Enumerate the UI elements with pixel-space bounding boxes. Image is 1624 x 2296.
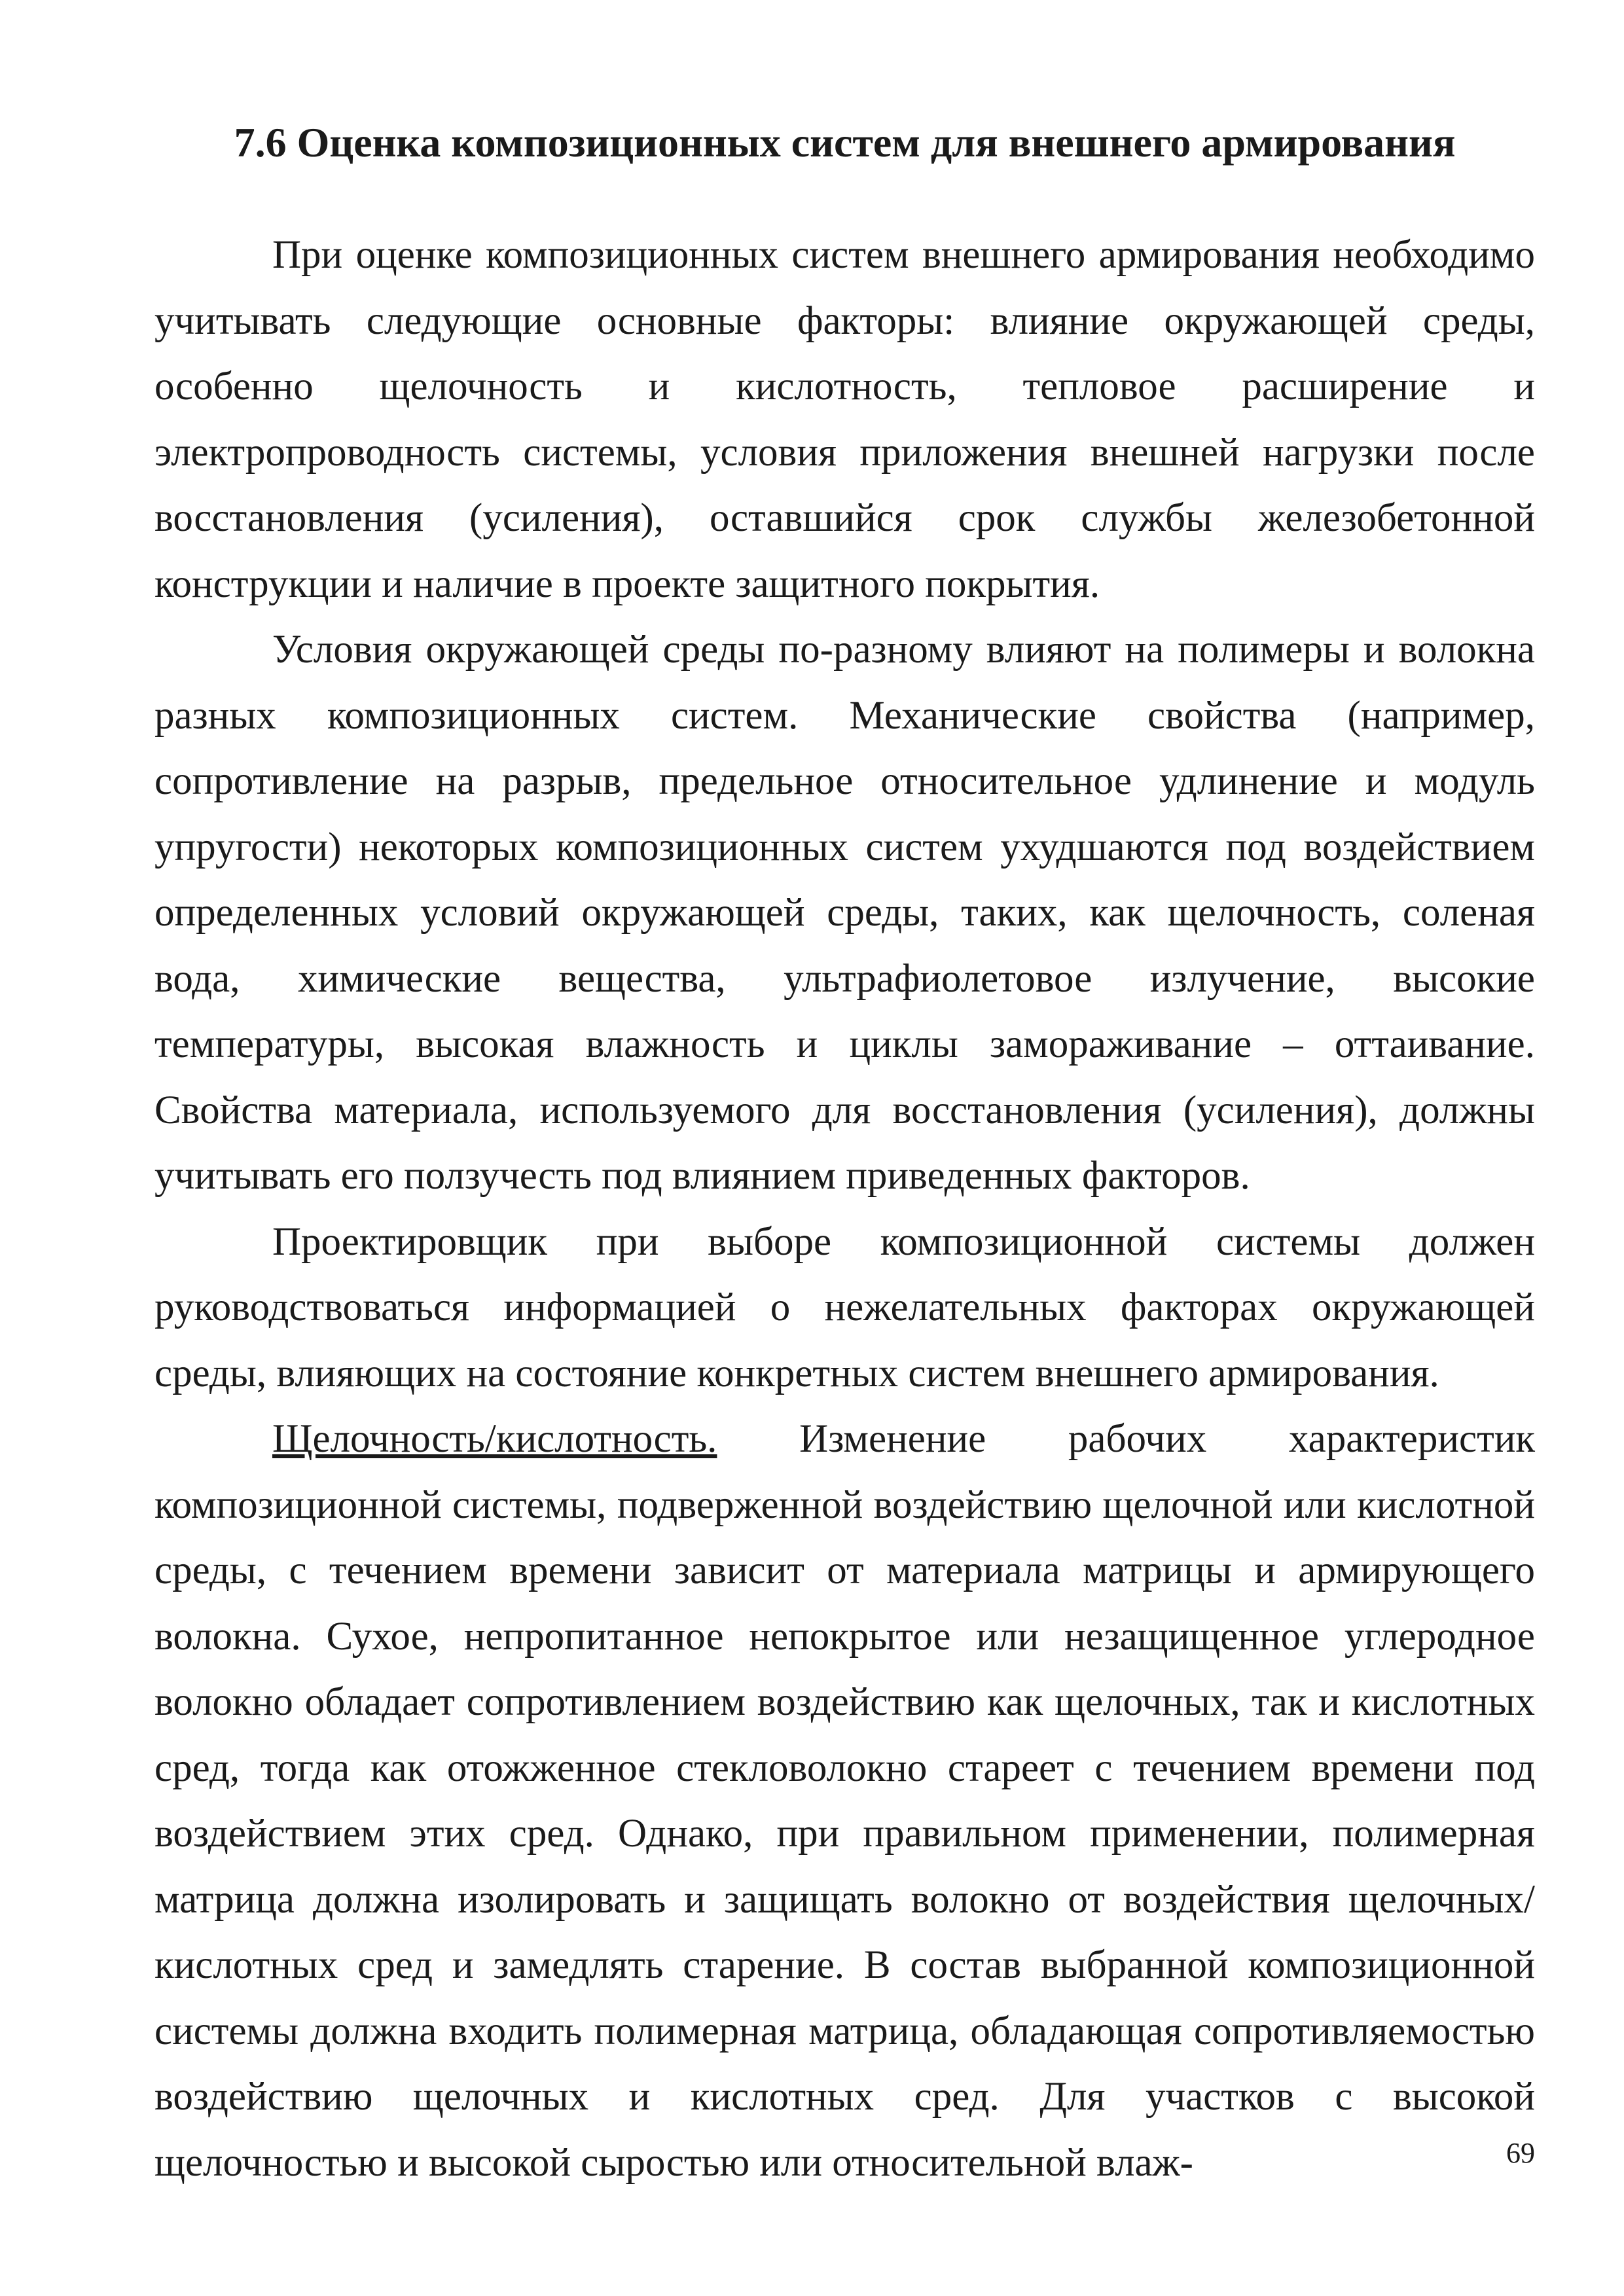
alkalinity-text: Изменение рабочих характеристик композиционной системы, подверженной воздействию щелочной или кислотной среды, с течением времени зависит от материала матрицы и армирующего волокна. Сухое, непропитанное непокрытое или незащищенное углеродное волокно обладает сопротивлением воздействию как щелочных, так и кислотных сред, тогда как отожженное стекловолокно стареет с течением времени под воздействием этих сред. Однако, при правильном применении, полимерная матрица должна изолировать и защищать волокно от воздействия щелочных/кислотных сред и замедлять старение. В состав выбранной композиционной системы должна входить полимерная матрица, обладающая сопротивляемостью воздействию щелочных и кислотных сред. Для участков с высокой щелочностью и высокой сыростью или относительной влаж- <box>154 1417 1536 2185</box>
section-heading: 7.6 Оценка композиционных систем для внешнего армирования <box>234 119 1456 166</box>
paragraph-designer: Проектировщик при выборе композиционной системы должен руководствоваться информацией о нежелательных факторах окружающей среды, влияющих на состояние конкретных систем внешнего армирования. <box>154 1219 1535 1395</box>
alkalinity-lead-term: Щелочность/кислотность. <box>272 1417 717 1461</box>
body-text <box>154 223 1535 2196</box>
paragraph-factors: При оценке композиционных систем внешнего армирования необходимо учитывать следующие основные факторы: влияние окружающей среды, особенно щелочность и кислотность, тепловое расширение и электропроводность системы, условия приложения внешней нагрузки после восстановления (усиления), оставшийся срок службы железобетонной конструкции и наличие в проекте защитного покрытия. <box>154 233 1535 606</box>
page-number: 69 <box>1506 2137 1535 2169</box>
paragraph-alkalinity <box>154 1407 1535 2196</box>
paragraph-environment: Условия окружающей среды по-разному влияют на полимеры и волокна разных композиционных систем. Механические свойства (например, сопротивление на разрыв, предельное относительное удлинение и модуль упругости) некоторых композиционных систем ухудшаются под воздействием определенных условий окружающей среды, таких, как щелочность, соленая вода, химические вещества, ультрафиолетовое излучение, высокие температуры, высокая влажность и циклы замораживание – оттаивание. Свойства материала, используемого для восстановления (усиления), должны учитывать его ползучесть под влиянием приведенных факторов. <box>154 628 1535 1198</box>
